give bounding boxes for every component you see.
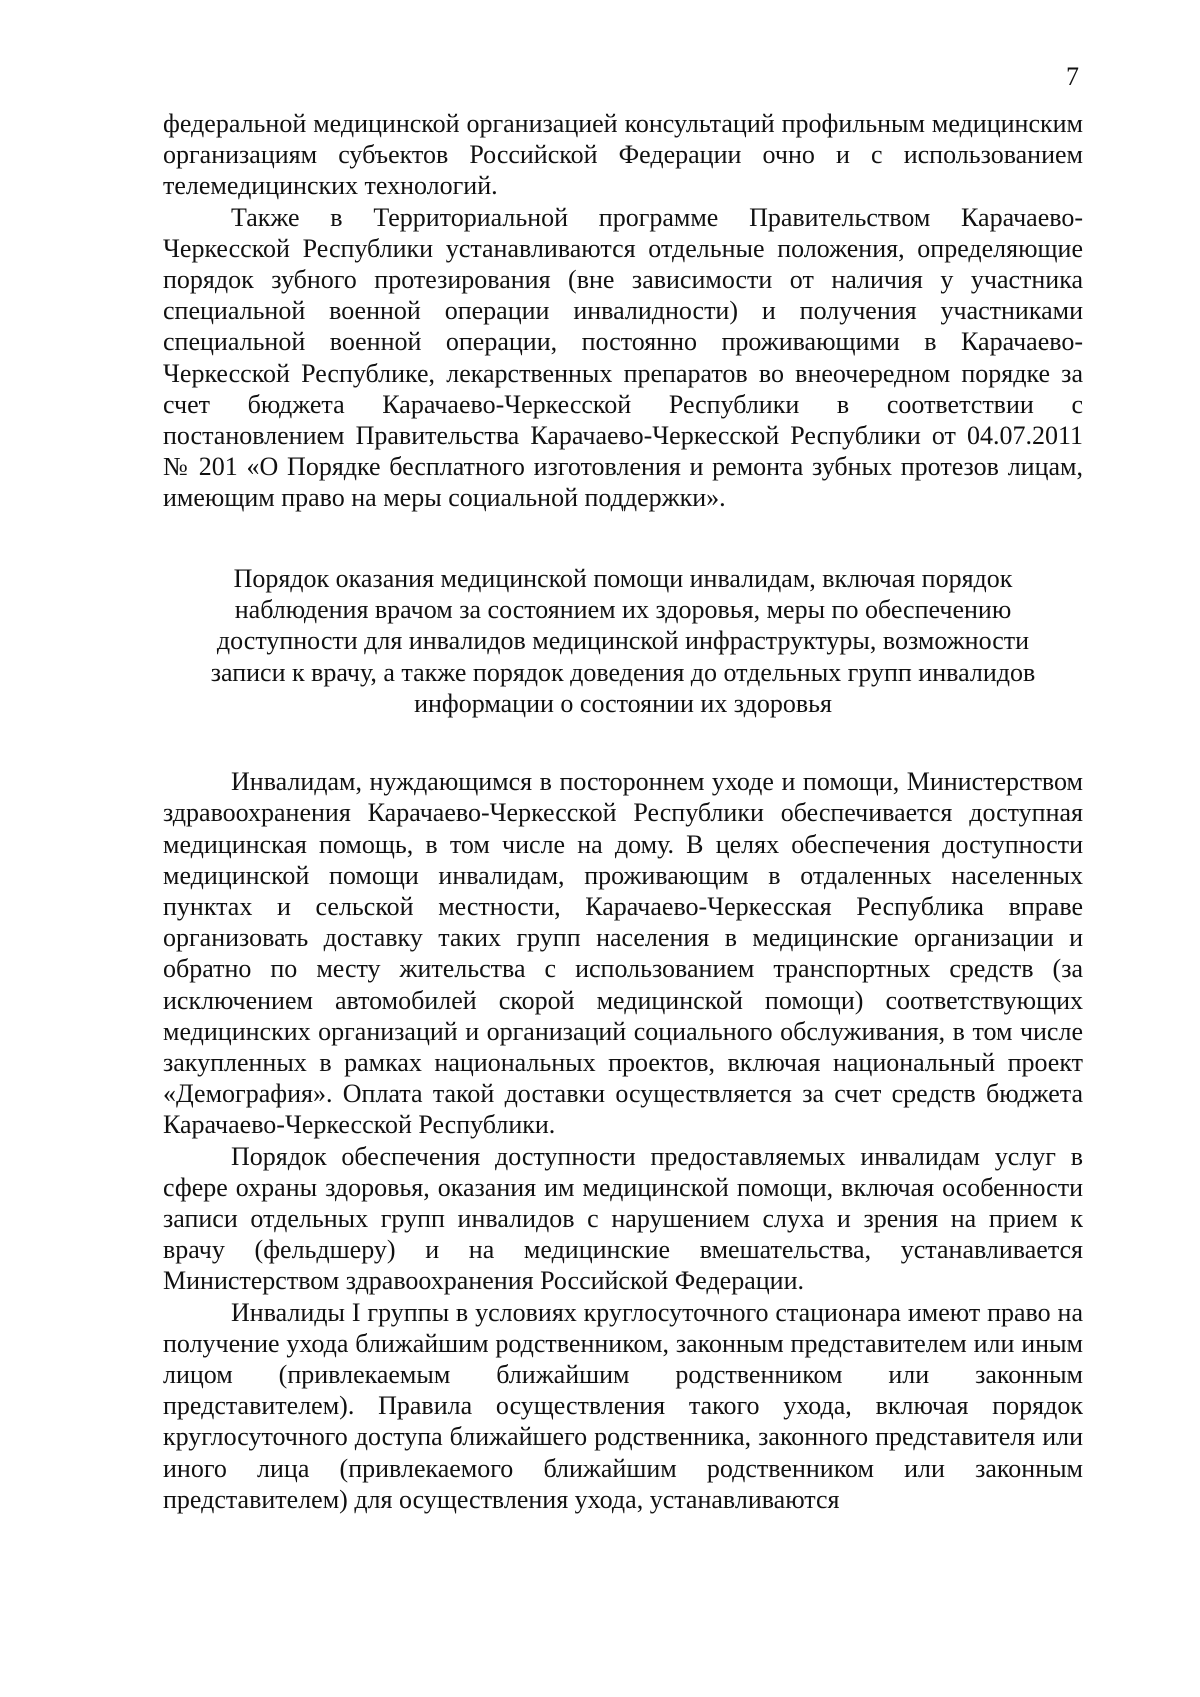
section-heading-line: Порядок оказания медицинской помощи инвалидам, включая порядок [233,563,1013,593]
page-number: 7 [1066,62,1079,91]
document-body [163,108,1083,1515]
paragraph-territorial-program: Также в Территориальной программе Правительством Карачаево-Черкесской Республики устанавливаются отдельные положения, определяющие порядок зубного протезирования (вне зависимости от наличия у участника специальной военной операции инвалидности) и получения участниками специальной военной операции, постоянно проживающими в Карачаево-Черкесской Республике, лекарственных препаратов во внеочередном порядке за счет бюджета Карачаево-Черкесской Республики в соответствии с постановлением Правительства Карачаево-Черкесской Республики от 04.07.2011 № 201 «О Порядке бесплатного изготовления и ремонта зубных протезов лицам, имеющим право на меры социальной поддержки». [163,202,1083,513]
paragraph-continuation: федеральной медицинской организацией консультаций профильным медицинским организациям субъектов Российской Федерации очно и с использованием телемедицинских технологий. [163,109,1083,201]
paragraph-accessibility-order: Порядок обеспечения доступности предоставляемых инвалидам услуг в сфере охраны здоровья, оказания им медицинской помощи, включая особенности записи отдельных групп инвалидов с нарушением слуха и зрения на прием к врачу (фельдшеру) и на медицинские вмешательства, устанавливается Министерством здравоохранения Российской Федерации. [163,1141,1083,1296]
section-heading-line: записи к врачу, а также порядок доведения до отдельных групп инвалидов [210,657,1036,687]
section-heading-line: наблюдения врачом за состоянием их здоровья, меры по обеспечению [234,594,1012,624]
section-heading [163,563,1083,719]
paragraph-disabled-care: Инвалидам, нуждающимся в постороннем уходе и помощи, Министерством здравоохранения Карачаево-Черкесской Республики обеспечивается доступная медицинская помощь, в том числе на дому. В целях обеспечения доступности медицинской помощи инвалидам, проживающим в отдаленных населенных пунктах и сельской местности, Карачаево-Черкесская Республика вправе организовать доставку таких групп населения в медицинские организации и обратно по месту жительства с использованием транспортных средств (за исключением автомобилей скорой медицинской помощи) соответствующих медицинских организаций и организаций социального обслуживания, в том числе закупленных в рамках национальных проектов, включая национальный проект «Демография». Оплата такой доставки осуществляется за счет средств бюджета Карачаево-Черкесской Республики. [163,767,1083,1140]
section-heading-line: доступности для инвалидов медицинской инфраструктуры, возможности [216,626,1030,656]
section-heading-line: информации о состоянии их здоровья [414,688,832,718]
paragraph-group-one-care: Инвалиды I группы в условиях круглосуточного стационара имеют право на получение ухода ближайшим родственником, законным представителем или иным лицом (привлекаемым ближайшим родственником или законным представителем). Правила осуществления такого ухода, включая порядок круглосуточного доступа ближайшего родственника, законного представителя или иного лица (привлекаемого ближайшим родственником или законным представителем) для осуществления ухода, устанавливаются [163,1297,1083,1514]
